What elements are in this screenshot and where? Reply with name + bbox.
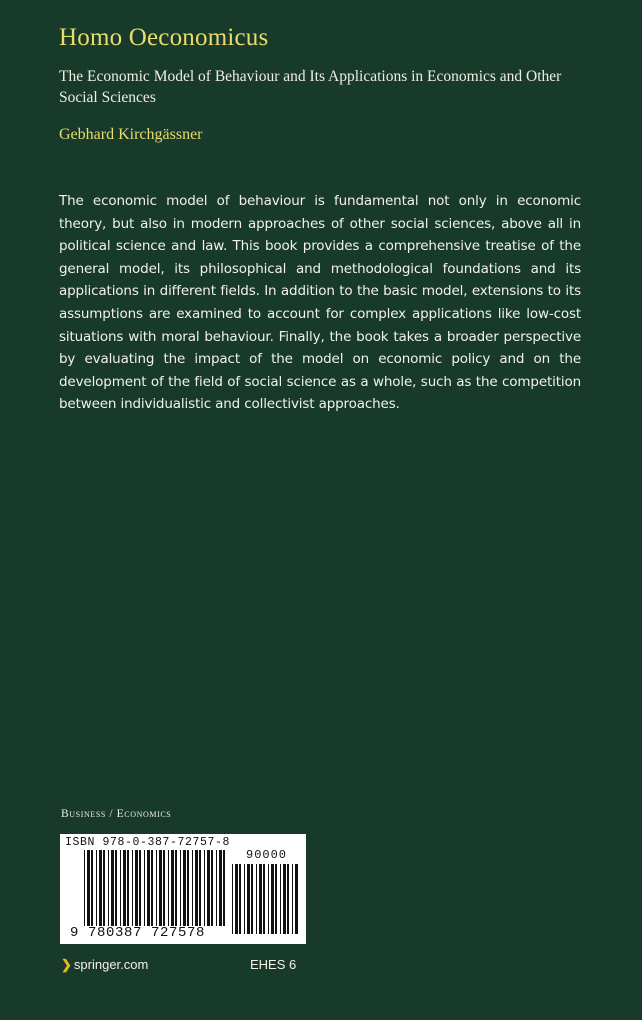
series-code: EHES 6: [250, 957, 297, 972]
barcode-bar: [163, 850, 165, 926]
barcode-bar: [96, 850, 97, 926]
barcode-bar: [180, 850, 181, 926]
barcode-bar: [235, 864, 238, 934]
barcode-bar: [268, 864, 269, 934]
barcode-bar: [108, 850, 109, 926]
book-title: Homo Oeconomicus: [59, 24, 269, 51]
barcode-bar: [232, 864, 233, 934]
category-label: Business / Economics: [61, 808, 172, 820]
barcode-bar: [156, 850, 157, 926]
barcode-bar: [171, 850, 174, 926]
barcode-bar: [283, 864, 286, 934]
barcode-bar: [216, 850, 217, 926]
barcode-bar: [195, 850, 198, 926]
publisher-link[interactable]: [61, 957, 148, 973]
barcode-bar: [147, 850, 150, 926]
barcode-bar: [99, 850, 102, 926]
barcode-bar: [211, 850, 213, 926]
barcode-bar: [159, 850, 162, 926]
barcode-bar: [239, 864, 241, 934]
barcode-bar: [199, 850, 201, 926]
barcode-bar: [295, 864, 298, 934]
barcode-bar: [144, 850, 145, 926]
barcode-bar: [175, 850, 177, 926]
barcode-bar: [251, 864, 253, 934]
barcode-bar: [219, 850, 222, 926]
barcode-bar: [91, 850, 93, 926]
chevron-right-icon: ❯: [61, 957, 72, 972]
barcode-bar: [120, 850, 121, 926]
barcode-bar: [292, 864, 293, 934]
barcode-bar: [287, 864, 289, 934]
barcode-bar: [259, 864, 262, 934]
book-author: Gebhard Kirchgässner: [59, 126, 203, 143]
back-cover-blurb: The economic model of behaviour is fundamental not only in economic theory, but also in modern approaches of other social sciences, above all in political science and law. This book provides a comprehensive treatise of the general model, its philosophical and methodological foundations and its applications in different fields. In addition to the basic model, extensions to its assumptions are examined to account for complex applications like low-cost situations with moral behaviour. Finally, the book takes a broader perspective by evaluating the impact of the model on economic policy and on the development of the field of social science as a whole, such as the competition between individualistic and collectivist approaches.: [59, 193, 581, 413]
barcode-bar: [183, 850, 186, 926]
barcode-bar: [187, 850, 189, 926]
publisher-link-label: springer.com: [73, 957, 149, 972]
barcode-bar: [123, 850, 126, 926]
barcode-bar: [247, 864, 250, 934]
book-subtitle: The Economic Model of Behaviour and Its Applications in Economics and Other Social Sciences: [59, 68, 562, 106]
barcode-bar: [204, 850, 205, 926]
barcode-bar: [223, 850, 225, 926]
barcode-bar: [168, 850, 169, 926]
barcode-bar: [271, 864, 274, 934]
barcode-bar: [127, 850, 129, 926]
barcode-bar: [192, 850, 193, 926]
barcode-bar: [132, 850, 133, 926]
barcode-bar: [115, 850, 117, 926]
barcode-bar: [151, 850, 153, 926]
price-code: 90000: [246, 848, 288, 862]
barcode-bar: [244, 864, 245, 934]
barcode-bar: [275, 864, 277, 934]
barcode-bar: [84, 850, 85, 926]
barcode-bar: [280, 864, 281, 934]
barcode-bar: [103, 850, 105, 926]
isbn-text: ISBN 978-0-387-72757-8: [65, 836, 231, 849]
barcode-bar: [139, 850, 141, 926]
barcode-bar: [135, 850, 138, 926]
barcode-digits: 9 780387 727578: [70, 925, 206, 941]
barcode-bar: [111, 850, 114, 926]
barcode-bar: [87, 850, 90, 926]
barcode-bar: [207, 850, 210, 926]
isbn-barcode: [60, 834, 306, 944]
barcode-bar: [256, 864, 257, 934]
barcode-bar: [263, 864, 265, 934]
